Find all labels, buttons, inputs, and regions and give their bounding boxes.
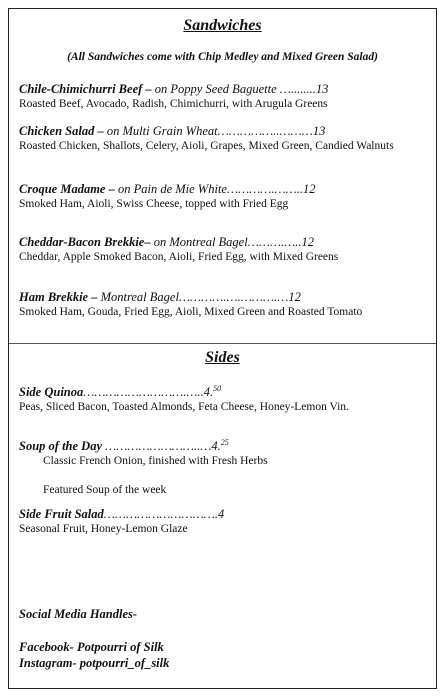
menu-page <box>8 8 437 689</box>
item-price: 12 <box>303 182 316 196</box>
section-divider <box>9 343 436 344</box>
item-price: 4 <box>218 507 225 521</box>
item-price: 4. <box>211 439 221 454</box>
menu-item <box>19 234 431 265</box>
item-name: Chile-Chimichurri Beef – <box>19 82 152 96</box>
facebook-handle: Facebook- Potpourri of Silk <box>19 640 164 654</box>
item-name: Side Quinoa <box>19 385 84 400</box>
item-extra-note: Featured Soup of the week <box>43 484 167 497</box>
item-bread: on Montreal Bagel <box>150 235 248 249</box>
item-name: Ham Brekkie – <box>19 290 98 304</box>
item-bread: Montreal Bagel <box>97 290 179 304</box>
sides-heading: Sides <box>205 349 240 366</box>
item-price: 13 <box>312 124 326 138</box>
item-description: Smoked Ham, Aioli, Swiss Cheese, topped with Fried Egg <box>19 198 289 210</box>
item-name: Cheddar-Bacon Brekkie– <box>19 235 151 249</box>
item-description: Smoked Ham, Gouda, Fried Egg, Aioli, Mixed Green and Roasted Tomato <box>19 306 363 318</box>
menu-item <box>19 289 431 320</box>
menu-item <box>19 81 431 112</box>
item-dots: ……………………….….. <box>83 385 204 400</box>
menu-item <box>19 181 431 212</box>
sandwiches-note: (All Sandwiches come with Chip Medley and Mixed Green Salad) <box>67 51 378 63</box>
item-dots: ……….….. <box>247 235 302 249</box>
menu-item <box>19 435 431 498</box>
item-dots: …………………………. <box>103 507 219 521</box>
item-description: Cheddar, Apple Smoked Bacon, Aioli, Fried Egg, with Mixed Greens <box>19 251 339 263</box>
item-bread: on Poppy Seed Baguette <box>151 82 277 96</box>
item-description: Classic French Onion, finished with Fresh Herbs <box>43 455 268 468</box>
social-heading: Social Media Handles- <box>19 607 138 621</box>
item-description: Roasted Chicken, Shallots, Celery, Aioli, Grapes, Mixed Green, Candied Walnuts <box>19 140 394 152</box>
item-price: 4. <box>203 385 214 400</box>
item-name: Chicken Salad – <box>19 124 104 138</box>
item-price: 12 <box>301 235 315 249</box>
item-name: Side Fruit Salad <box>19 507 104 521</box>
item-description: Roasted Beef, Avocado, Radish, Chimichurri, with Arugula Greens <box>19 98 328 110</box>
item-description: Seasonal Fruit, Honey-Lemon Glaze <box>19 523 188 535</box>
menu-item <box>19 506 431 537</box>
item-dots: ………….…….. <box>226 182 304 196</box>
item-dots: ………….….……….… <box>178 290 289 304</box>
item-bread: on Multi Grain Wheat <box>103 124 218 138</box>
menu-item <box>19 123 431 154</box>
item-bread: on Pain de Mie White <box>114 182 227 196</box>
item-name: Croque Madame – <box>19 182 115 196</box>
item-dots: ……………………..… <box>102 439 212 454</box>
item-dots: ……………..……… <box>217 124 313 138</box>
instagram-handle: Instagram- potpourri_of_silk <box>19 656 170 670</box>
item-price: 13 <box>315 82 329 96</box>
item-price-cents: 25 <box>220 438 229 447</box>
item-name: Soup of the Day <box>19 439 102 454</box>
item-description: Peas, Sliced Bacon, Toasted Almonds, Feta Cheese, Honey-Lemon Vin. <box>19 401 349 414</box>
item-price: 12 <box>288 290 301 304</box>
menu-item <box>19 381 431 415</box>
sandwiches-heading: Sandwiches <box>183 17 262 34</box>
item-dots: …........ <box>276 82 316 96</box>
item-price-cents: 50 <box>213 384 222 393</box>
